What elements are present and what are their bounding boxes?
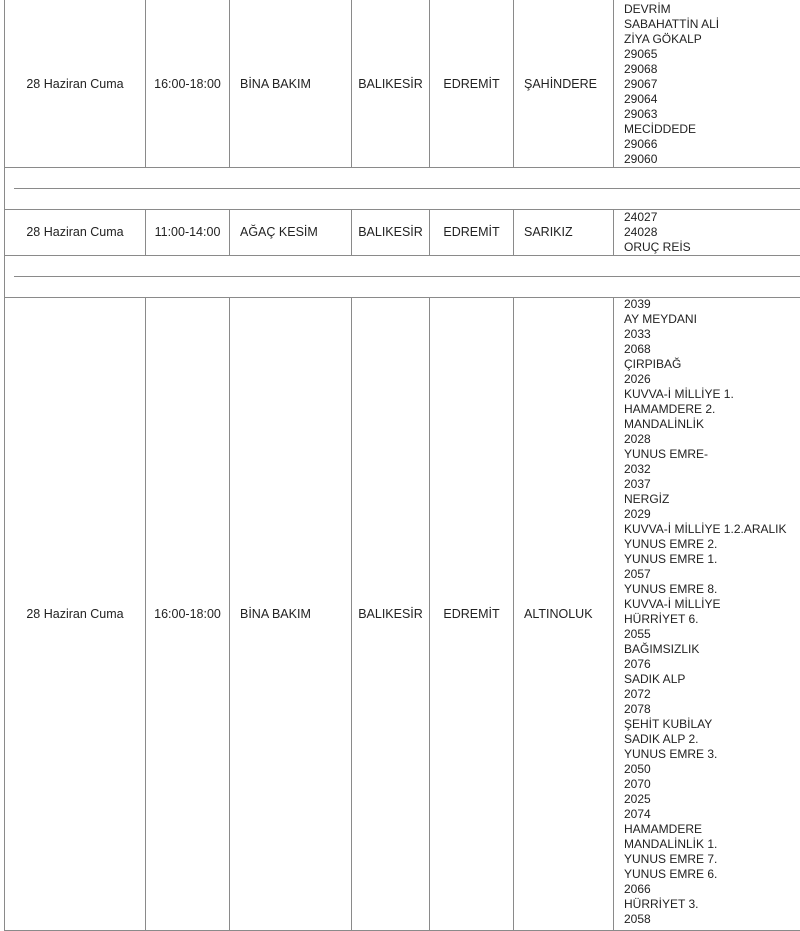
street-item: YUNUS EMRE 2. [624, 537, 718, 551]
street-item: ŞEHİT KUBİLAY [624, 717, 713, 731]
street-item: MANDALİNLİK [624, 417, 705, 431]
street-item: 24028 [624, 225, 658, 239]
street-item: HAMAMDERE [624, 822, 703, 836]
neighborhood-cell-text: SARIKIZ [524, 225, 573, 239]
street-item: 2032 [624, 462, 651, 476]
street-item: SABAHATTİN ALİ [624, 17, 720, 31]
street-item: 29065 [624, 47, 658, 61]
spacer-border [4, 255, 5, 297]
street-item: 2068 [624, 342, 651, 356]
street-item: 2026 [624, 372, 651, 386]
city-cell-text: BALIKESİR [358, 225, 423, 239]
street-item: YUNUS EMRE 1. [624, 552, 718, 566]
street-item: ORUÇ REİS [624, 240, 691, 254]
date-cell-text: 28 Haziran Cuma [26, 225, 124, 239]
street-item: 2033 [624, 327, 651, 341]
district-cell [430, 0, 514, 167]
street-item: YUNUS EMRE- [624, 447, 709, 461]
street-item: HÜRRİYET 3. [624, 897, 699, 911]
street-item: 29063 [624, 107, 658, 121]
street-item: 2025 [624, 792, 651, 806]
district-cell-text: EDREMİT [443, 606, 500, 621]
date-cell-text: 28 Haziran Cuma [26, 606, 124, 621]
date-cell-text: 28 Haziran Cuma [26, 76, 124, 91]
street-item: 2072 [624, 687, 651, 701]
street-item: ZİYA GÖKALP [624, 32, 702, 46]
street-item: MANDALİNLİK 1. [624, 837, 718, 851]
time-cell-text: 16:00-18:00 [154, 606, 221, 621]
spacer-border [4, 167, 5, 209]
street-item: HÜRRİYET 6. [624, 612, 699, 626]
street-item: 2057 [624, 567, 651, 581]
row-border [4, 209, 800, 210]
street-item: 29060 [624, 152, 658, 166]
district-cell [430, 209, 514, 255]
street-item: YUNUS EMRE 7. [624, 852, 718, 866]
time-cell-text: 16:00-18:00 [154, 76, 221, 91]
neighborhood-cell-text: ALTINOLUK [524, 606, 593, 621]
street-item: 2078 [624, 702, 651, 716]
work-type-cell-text: BİNA BAKIM [240, 76, 311, 91]
district-cell [430, 297, 514, 930]
street-item: KUVVA-İ MİLLİYE [624, 597, 721, 611]
spacer-line [14, 276, 800, 277]
street-item: 2066 [624, 882, 651, 896]
city-cell [352, 209, 430, 255]
street-item: AY MEYDANI [624, 312, 697, 326]
neighborhood-cell [514, 0, 614, 167]
street-item: YUNUS EMRE 8. [624, 582, 718, 596]
street-item: 29066 [624, 137, 658, 151]
street-item: DEVRİM [624, 2, 671, 16]
work-type-cell [230, 209, 352, 255]
street-item: BAĞIMSIZLIK [624, 642, 700, 656]
district-cell-text: EDREMİT [443, 76, 500, 91]
street-item: SADIK ALP [624, 672, 686, 686]
street-item: 29068 [624, 62, 658, 76]
work-type-cell-text: BİNA BAKIM [240, 606, 311, 621]
time-cell [146, 0, 230, 167]
row-border [4, 297, 800, 298]
work-type-cell-text: AĞAÇ KESİM [240, 225, 318, 239]
street-item: 29064 [624, 92, 658, 106]
district-cell-text: EDREMİT [443, 225, 500, 239]
time-cell [146, 209, 230, 255]
streets-cell [614, 297, 800, 930]
streets-cell [614, 209, 800, 255]
spacer-line [14, 188, 800, 189]
street-item: 2037 [624, 477, 651, 491]
street-item: YUNUS EMRE 3. [624, 747, 718, 761]
street-item: MECİDDEDE [624, 122, 697, 136]
city-cell-text: BALIKESİR [358, 606, 423, 621]
neighborhood-cell-text: ŞAHİNDERE [524, 76, 597, 91]
work-type-cell [230, 0, 352, 167]
street-item: KUVVA-İ MİLLİYE 1. [624, 387, 734, 401]
street-item: KUVVA-İ MİLLİYE 1.2.ARALIK [624, 522, 787, 536]
street-item: 2050 [624, 762, 651, 776]
street-item: 2055 [624, 627, 651, 641]
table-row [4, 0, 800, 167]
street-item: 2076 [624, 657, 651, 671]
date-cell [4, 209, 146, 255]
date-cell [4, 0, 146, 167]
work-type-cell [230, 297, 352, 930]
street-item: ÇIRPIBAĞ [624, 357, 682, 371]
street-item: 2074 [624, 807, 651, 821]
city-cell [352, 0, 430, 167]
city-cell [352, 297, 430, 930]
street-item: 29067 [624, 77, 658, 91]
time-cell [146, 297, 230, 930]
street-item: 2070 [624, 777, 651, 791]
row-border [4, 255, 800, 256]
time-cell-text: 11:00-14:00 [154, 225, 221, 239]
street-item: NERGİZ [624, 492, 670, 506]
table-row [4, 297, 800, 930]
street-item: HAMAMDERE 2. [624, 402, 716, 416]
row-border [4, 167, 800, 168]
neighborhood-cell [514, 297, 614, 930]
street-item: SADIK ALP 2. [624, 732, 699, 746]
street-item: 2039 [624, 297, 651, 311]
street-item: 2029 [624, 507, 651, 521]
street-item: 2028 [624, 432, 651, 446]
table-row [4, 209, 800, 255]
street-item: YUNUS EMRE 6. [624, 867, 718, 881]
date-cell [4, 297, 146, 930]
neighborhood-cell [514, 209, 614, 255]
street-item: 2058 [624, 912, 651, 926]
streets-cell [614, 0, 800, 167]
street-item: 24027 [624, 210, 658, 224]
city-cell-text: BALIKESİR [358, 76, 423, 91]
